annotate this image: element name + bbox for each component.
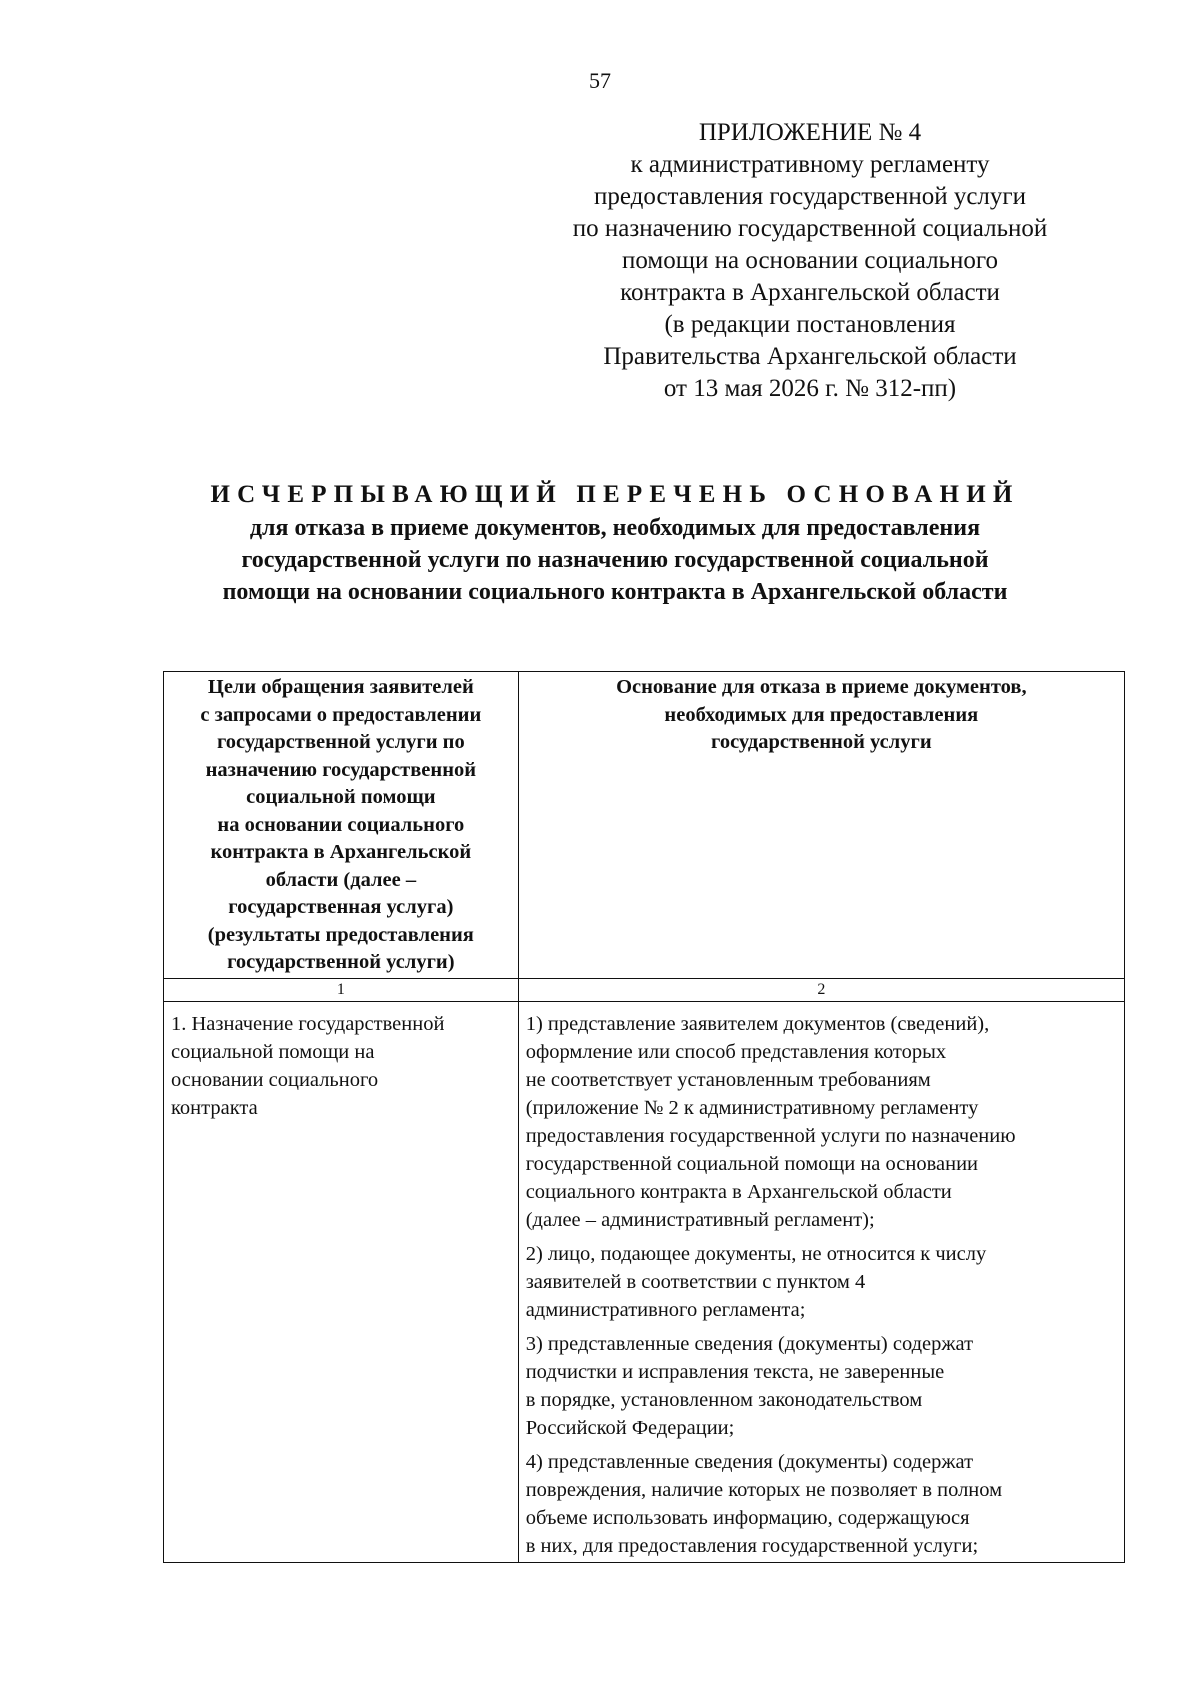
appendix-line: Правительства Архангельской области [603,343,1017,370]
cell-line: 1. Назначение государственной [171,1013,445,1035]
table-header-row [164,672,1125,979]
header-line: на основании социального [217,813,465,836]
ground-item-4 [526,1448,1118,1560]
cell-line: в порядке, установленном законодательством [525,1389,923,1411]
appendix-line: контракта в Архангельской области [620,279,1000,306]
appendix-line: к административному регламенту [630,151,990,178]
document-title [150,478,1080,608]
header-line: Основание для отказа в приеме документов, [616,676,1027,698]
header-line: государственной услуги [711,731,932,753]
header-cell-goals [164,672,519,979]
header-line: государственная услуга) [228,896,454,918]
header-line: области (далее – [265,868,417,891]
title-line: для отказа в приеме документов, необходимых для предоставления [249,515,981,541]
header-line: необходимых для предоставления [664,703,979,726]
cell-line: (приложение № 2 к административному регламенту [525,1097,979,1119]
header-line: с запросами о предоставлении [200,703,482,726]
header-line: социальной помощи [246,786,436,808]
cell-line: не соответствует установленным требованиям [525,1069,931,1091]
ground-item-1 [526,1010,1118,1234]
cell-line: оформление или способ представления которых [525,1041,947,1063]
table-row [164,1002,1125,1563]
ground-item-3 [526,1330,1118,1442]
cell-line: объеме использовать информацию, содержащуюся [525,1507,970,1529]
column-number-2: 2 [518,979,1124,1002]
column-number-row [164,979,1125,1002]
ground-item-2 [526,1240,1118,1324]
cell-line: административного регламента; [525,1299,806,1321]
header-line: контракта в Архангельской [210,841,472,863]
cell-line: основании социального [171,1069,379,1091]
title-heading: ИСЧЕРПЫВАЮЩИЙ ПЕРЕЧЕНЬ ОСНОВАНИЙ [210,481,1020,508]
appendix-line: от 13 мая 2026 г. № 312-пп) [663,375,957,402]
appendix-line: предоставления государственной услуги [593,183,1027,210]
title-line: помощи на основании социального контракта в Архангельской области [222,579,1008,605]
cell-line: социального контракта в Архангельской области [525,1181,952,1203]
cell-line: 4) представленные сведения (документы) содержат [525,1451,974,1473]
row-goal-cell [164,1002,519,1563]
cell-line: 2) лицо, подающее документы, не относится к числу [525,1243,987,1265]
cell-line: контракта [171,1097,258,1119]
cell-line: социальной помощи на [171,1041,375,1063]
cell-line: государственной социальной помощи на основании [525,1153,979,1175]
cell-line: 3) представленные сведения (документы) содержат [525,1333,974,1355]
header-line: назначению государственной [205,758,477,781]
cell-line: подчистки и исправления текста, не заверенные [525,1361,945,1383]
page-number: 57 [589,68,611,93]
header-line: (результаты предоставления [207,923,474,946]
appendix-line: помощи на основании социального [622,247,998,274]
appendix-line: по назначению государственной социальной [572,215,1048,242]
cell-line: 1) представление заявителем документов (сведений), [525,1013,990,1035]
header-line: Цели обращения заявителей [207,676,474,698]
column-number-1: 1 [164,979,519,1002]
appendix-line: ПРИЛОЖЕНИЕ № 4 [698,119,922,146]
cell-line: заявителей в соответствии с пунктом 4 [525,1271,866,1293]
cell-line: повреждения, наличие которых не позволяет в полном [525,1479,1003,1501]
cell-line: в них, для предоставления государственной услуги; [525,1535,979,1557]
appendix-header [565,117,1055,405]
header-line: государственной услуги) [227,951,455,973]
header-line: государственной услуги по [216,731,465,753]
cell-line: (далее – административный регламент); [525,1209,875,1231]
cell-line: Российской Федерации; [525,1417,735,1439]
row-grounds-cell [518,1002,1124,1563]
cell-line: предоставления государственной услуги по назначению [525,1125,1016,1147]
appendix-line: (в редакции постановления [664,311,956,338]
header-cell-grounds [518,672,1124,979]
grounds-table [163,671,1125,1563]
title-line: государственной услуги по назначению государственной социальной [241,547,989,573]
